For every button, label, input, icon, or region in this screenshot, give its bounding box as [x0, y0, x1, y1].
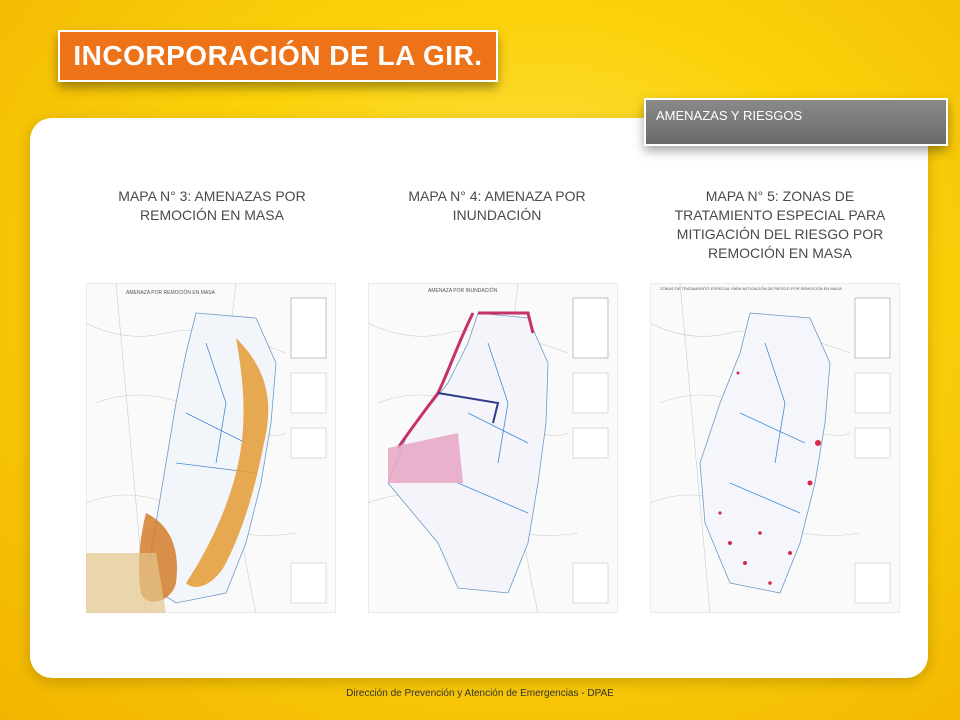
map-5-image: [650, 283, 900, 613]
map-3-image: [86, 283, 336, 613]
section-tab: [644, 98, 948, 146]
footer-text: Dirección de Prevención y Atención de Emergencias - DPAE: [346, 688, 614, 699]
map-3-caption: MAPA N° 3: AMENAZAS POR REMOCIÓN EN MASA: [118, 188, 306, 223]
map-5-caption: MAPA N° 5: ZONAS DE TRATAMIENTO ESPECIAL PARA MITIGACIÓN DEL RIESGO POR REMOCIÓN EN MASA: [674, 188, 886, 261]
map-4-caption: MAPA N° 4: AMENAZA POR INUNDACIÓN: [408, 188, 586, 223]
map-4-image: [368, 283, 618, 613]
section-tab-label: AMENAZAS Y RIESGOS: [656, 108, 803, 123]
map-4-header: AMENAZA POR INUNDACIÓN: [428, 288, 498, 294]
slide-title: INCORPORACIÓN DE LA GIR.: [73, 40, 483, 71]
map-3-header: AMENAZA POR REMOCIÓN EN MASA: [126, 290, 215, 296]
title-banner: [58, 30, 498, 82]
map-5-header: ZONAS DE TRATAMIENTO ESPECIAL PARA MITIGACIÓN DE RIESGO POR REMOCIÓN EN MASA: [660, 286, 842, 291]
